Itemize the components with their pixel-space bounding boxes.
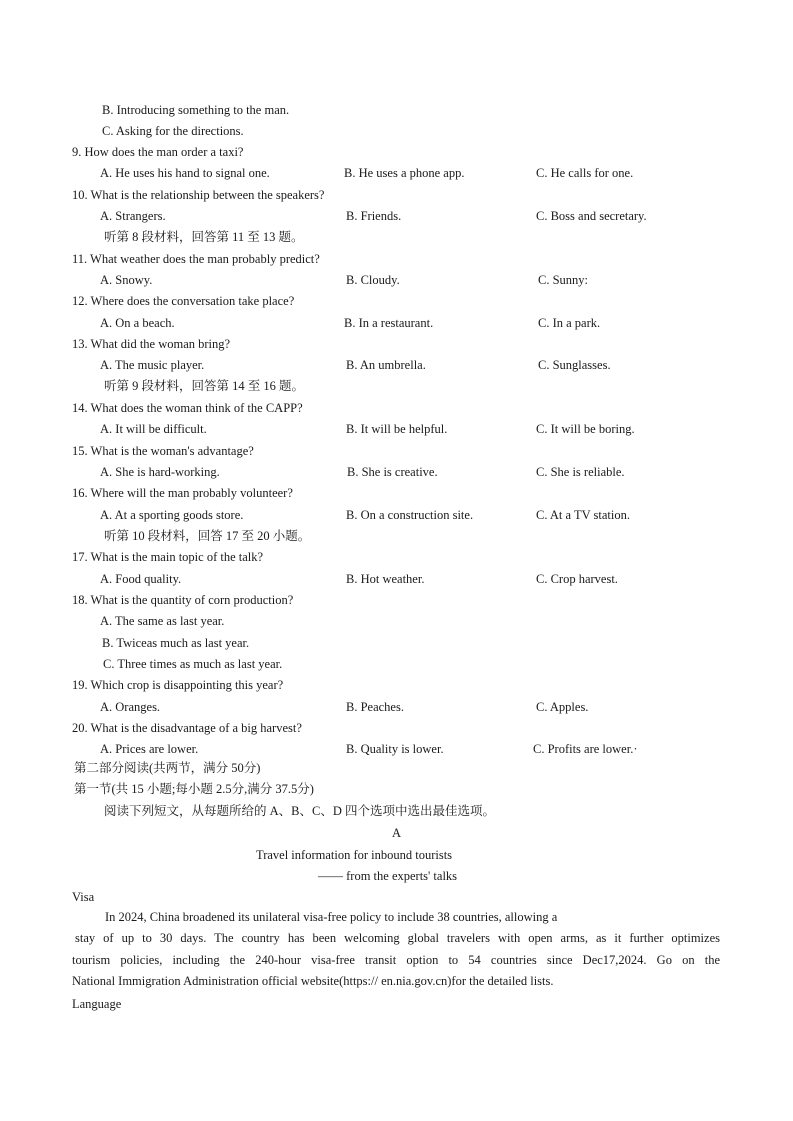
question-19: 19. Which crop is disappointing this year? (72, 678, 284, 692)
option-19a: A. Oranges. (100, 700, 161, 714)
passage-byline: —— from the experts' talks (318, 869, 458, 883)
passage-letter: A (391, 826, 402, 840)
option-18c: C. Three times as much as last year. (103, 657, 283, 671)
option-20c: C. Profits are lower.· (533, 742, 638, 756)
option-15c: C. She is reliable. (536, 465, 625, 479)
question-17: 17. What is the main topic of the talk? (72, 550, 264, 564)
option-10c: C. Boss and secretary. (536, 209, 647, 223)
heading-visa: Visa (72, 890, 95, 904)
option-19c: C. Apples. (536, 700, 589, 714)
question-12: 12. Where does the conversation take place? (72, 294, 295, 308)
option-20b: B. Quality is lower. (346, 742, 444, 756)
option-17b: B. Hot weather. (346, 572, 425, 586)
option-19b: B. Peaches. (346, 700, 404, 714)
question-16: 16. Where will the man probably volunteer? (72, 486, 293, 500)
reading-directions: 阅读下列短文，从每题所给的 A、B、C、D 四个选项中选出最佳选项。 (104, 804, 495, 818)
option-12a: A. On a beach. (100, 316, 175, 330)
question-14: 14. What does the woman think of the CAPP? (72, 401, 303, 415)
option-8b: B. Introducing something to the man. (102, 103, 290, 117)
option-14c: C. It will be boring. (536, 422, 635, 436)
option-11c: C. Sunny: (538, 273, 589, 287)
option-13a: A. The music player. (100, 358, 205, 372)
visa-paragraph (72, 907, 720, 993)
option-11a: A. Snowy. (100, 273, 153, 287)
section1-title: 第一节(共 15 小题;每小题 2.5分,满分 37.5分) (74, 782, 314, 796)
option-16c: C. At a TV station. (536, 508, 630, 522)
instruction-segment-9: 听第 9 段材料，回答第 14 至 16 题。 (104, 379, 305, 393)
option-16b: B. On a construction site. (346, 508, 474, 522)
option-16a: A. At a sporting goods store. (100, 508, 244, 522)
visa-line-3: tourism policies, including the 240-hour visa-free transit option to 54 countries since Dec17,2024. Go on the (72, 952, 720, 967)
option-18b: B. Twiceas much as last year. (102, 636, 250, 650)
option-14a: A. It will be difficult. (100, 422, 207, 436)
instruction-segment-8: 听第 8 段材料，回答第 11 至 13 题。 (104, 230, 304, 244)
option-15a: A. She is hard-working. (100, 465, 220, 479)
question-9: 9. How does the man order a taxi? (72, 145, 244, 159)
option-9a: A. He uses his hand to signal one. (100, 166, 270, 180)
option-12c: C. In a park. (538, 316, 601, 330)
passage-title: Travel information for inbound tourists (256, 848, 453, 862)
heading-language: Language (72, 997, 122, 1011)
option-17c: C. Crop harvest. (536, 572, 618, 586)
visa-line-1: In 2024, China broadened its unilateral visa-free policy to include 38 countries, allowing a (105, 910, 558, 924)
visa-line-4: National Immigration Administration official website(https:// en.nia.gov.cn)for the detailed lists. (72, 974, 554, 989)
option-10a: A. Strangers. (100, 209, 166, 223)
option-12b: B. In a restaurant. (344, 316, 434, 330)
part2-title: 第二部分阅读(共两节，满分 50分) (74, 761, 261, 775)
question-20: 20. What is the disadvantage of a big harvest? (72, 721, 302, 735)
visa-line-2: stay of up to 30 days. The country has been welcoming global travelers with open arms, as it further optimizes (75, 931, 720, 946)
question-13: 13. What did the woman bring? (72, 337, 231, 351)
option-8c: C. Asking for the directions. (102, 124, 244, 138)
question-15: 15. What is the woman's advantage? (72, 444, 254, 458)
question-18: 18. What is the quantity of corn production? (72, 593, 294, 607)
option-9c: C. He calls for one. (536, 166, 634, 180)
option-18a: A. The same as last year. (100, 614, 225, 628)
option-14b: B. It will be helpful. (346, 422, 448, 436)
option-10b: B. Friends. (346, 209, 402, 223)
question-11: 11. What weather does the man probably predict? (72, 252, 320, 266)
option-17a: A. Food quality. (100, 572, 182, 586)
option-11b: B. Cloudy. (346, 273, 400, 287)
option-9b: B. He uses a phone app. (344, 166, 465, 180)
option-20a: A. Prices are lower. (100, 742, 199, 756)
question-10: 10. What is the relationship between the speakers? (72, 188, 325, 202)
option-15b: B. She is creative. (347, 465, 438, 479)
option-13b: B. An umbrella. (346, 358, 426, 372)
instruction-segment-10: 听第 10 段材料，回答 17 至 20 小题。 (104, 529, 311, 543)
option-13c: C. Sunglasses. (538, 358, 611, 372)
